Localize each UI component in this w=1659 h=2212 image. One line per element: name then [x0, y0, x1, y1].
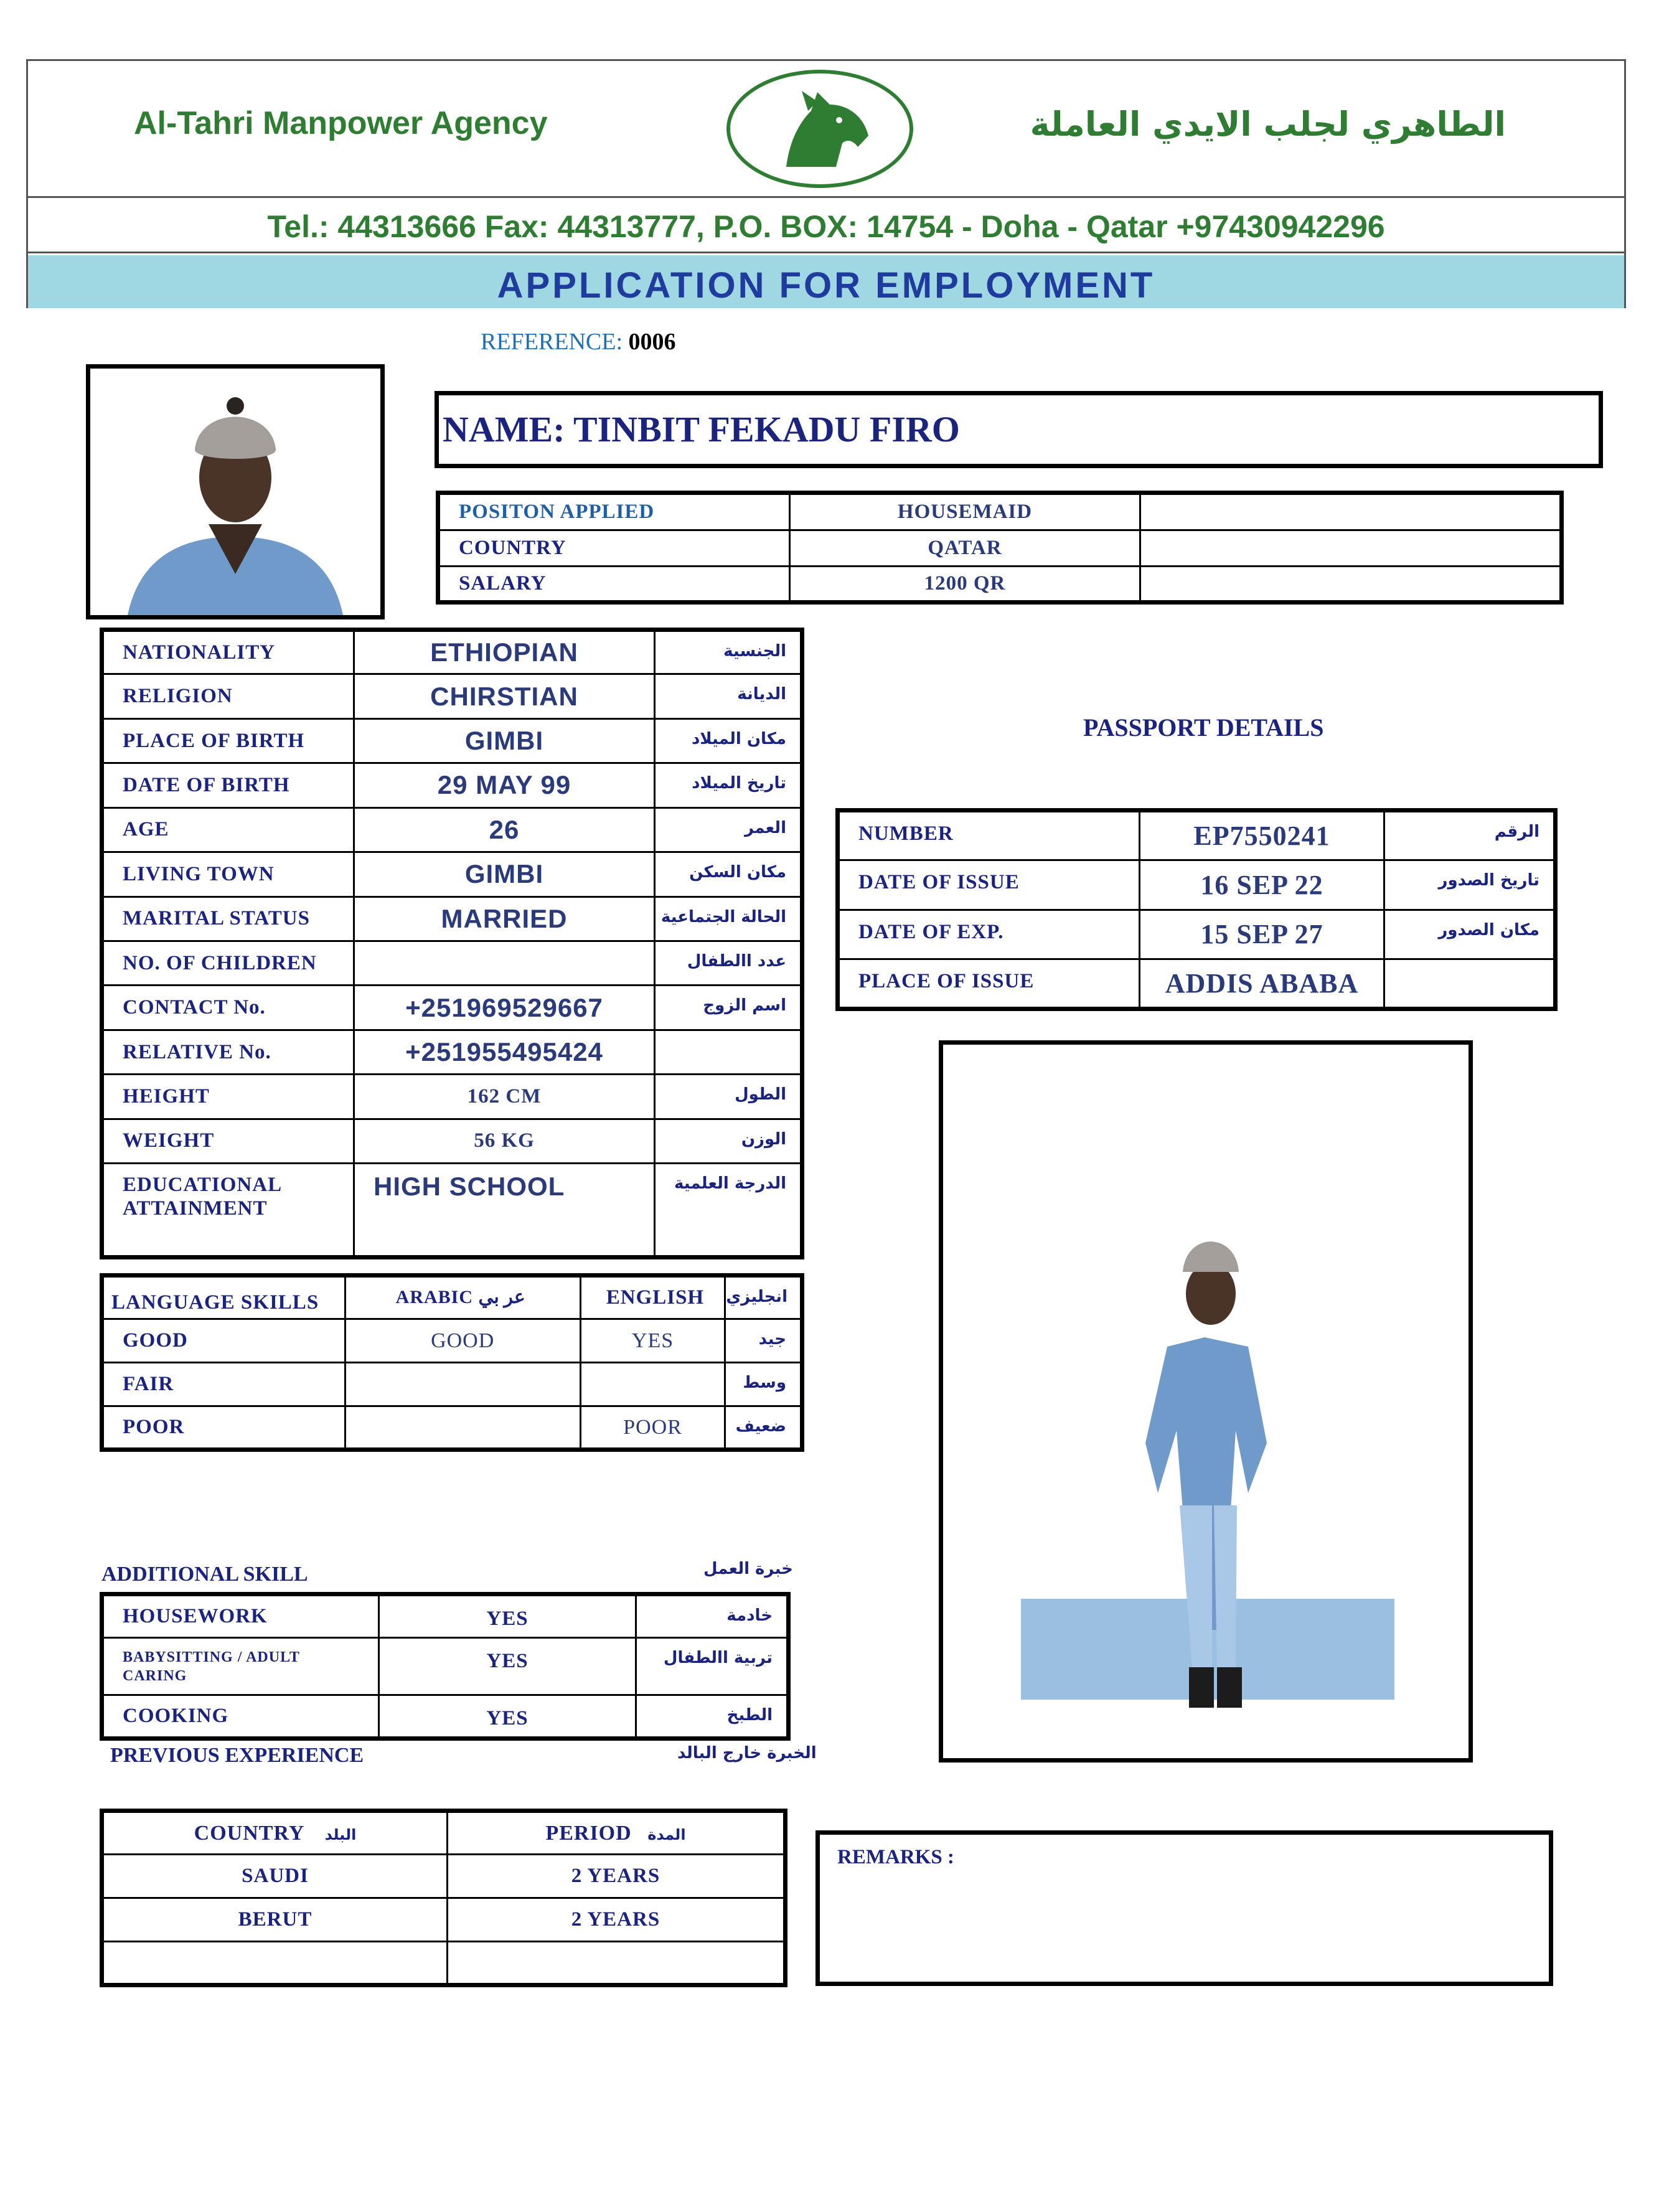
table-row: [102, 852, 802, 897]
portrait-photo: [86, 364, 385, 619]
reference-label: REFERENCE:: [481, 329, 623, 355]
experience-country: SAUDI: [102, 1855, 448, 1898]
position-table: [436, 491, 1564, 605]
field-value: +251969529667: [354, 986, 655, 1030]
table-row: [102, 1898, 786, 1942]
remarks-box: [815, 1830, 1553, 1986]
previous-experience-table: [100, 1809, 787, 1987]
table-row: [102, 763, 802, 807]
skill-label: COOKING: [102, 1695, 379, 1739]
table-row: [102, 807, 802, 852]
table-row: [102, 1811, 786, 1855]
field-label-ar: تاريخ الميلاد: [655, 763, 802, 807]
field-value: CHIRSTIAN: [354, 674, 655, 718]
additional-skill-table: [100, 1592, 791, 1741]
arabic-header: ARABIC عر بي: [345, 1276, 580, 1319]
additional-skill-title: ADDITIONAL SKILL: [101, 1563, 308, 1586]
english-level: [580, 1363, 725, 1406]
field-value: 26: [354, 807, 655, 852]
field-value: 162 CM: [354, 1075, 655, 1119]
table-row: [102, 1164, 802, 1258]
field-value: ETHIOPIAN: [354, 630, 655, 674]
period-header-label: PERIOD: [545, 1821, 632, 1845]
field-value: [354, 941, 655, 985]
passport-label-ar: مكان الصدور: [1384, 910, 1556, 959]
position-extra: [1140, 493, 1562, 530]
field-value: 29 MAY 99: [354, 763, 655, 807]
arabic-level: GOOD: [345, 1319, 580, 1363]
passport-label: DATE OF ISSUE: [838, 860, 1140, 910]
experience-period: [448, 1942, 786, 1985]
horse-head-logo-icon: [726, 70, 913, 188]
additional-skill-title-ar: خبرة العمل: [703, 1560, 793, 1578]
field-value: MARRIED: [354, 897, 655, 941]
country-header-label: COUNTRY: [194, 1821, 304, 1845]
country-value: QATAR: [790, 530, 1140, 567]
skill-value: YES: [379, 1695, 636, 1739]
experience-country: [102, 1942, 448, 1985]
period-header-ar: المدة: [647, 1825, 686, 1843]
field-label: WEIGHT: [102, 1119, 354, 1163]
country-header-ar: البلد: [324, 1825, 357, 1843]
table-row: [102, 941, 802, 985]
letterhead-top: [28, 61, 1624, 198]
position-value: HOUSEMAID: [790, 493, 1140, 530]
remarks-label: REMARKS :: [837, 1846, 954, 1868]
language-level-ar: جيد: [725, 1319, 802, 1363]
table-row: [102, 1855, 786, 1898]
reference-value: 0006: [628, 329, 676, 355]
contact-line: Tel.: 44313666 Fax: 44313777, P.O. BOX: 14754 - Doha - Qatar +97430942296: [28, 200, 1624, 253]
field-label: LIVING TOWN: [102, 852, 354, 897]
english-level: YES: [580, 1319, 725, 1363]
personal-details-table: [100, 628, 804, 1259]
salary-value: 1200 QR: [790, 567, 1140, 603]
language-level: GOOD: [102, 1319, 345, 1363]
header-cut: [26, 308, 1626, 319]
table-row: [838, 959, 1556, 1009]
field-label: MARITAL STATUS: [102, 897, 354, 941]
skill-label-ar: تربية االطفال: [636, 1638, 789, 1695]
skill-label-ar: الطبخ: [636, 1695, 789, 1739]
applicant-name: NAME: TINBIT FEKADU FIRO: [435, 391, 1603, 468]
table-row: [838, 811, 1556, 860]
salary-extra: [1140, 567, 1562, 603]
application-title: APPLICATION FOR EMPLOYMENT: [28, 255, 1624, 316]
table-row: [102, 1119, 802, 1163]
table-row: [102, 1406, 802, 1450]
table-row: [102, 1594, 789, 1638]
table-row: [102, 630, 802, 674]
table-row: [102, 1638, 789, 1695]
passport-label: NUMBER: [838, 811, 1140, 860]
language-level-ar: وسط: [725, 1363, 802, 1406]
letterhead: [26, 59, 1626, 316]
language-level-ar: ضعيف: [725, 1406, 802, 1450]
experience-period: 2 YEARS: [448, 1898, 786, 1942]
language-skills-table: [100, 1273, 804, 1452]
skill-value: YES: [379, 1594, 636, 1638]
experience-country: BERUT: [102, 1898, 448, 1942]
agency-name-ar: الطاهري لجلب الايدي العاملة: [1030, 105, 1506, 144]
field-value: +251955495424: [354, 1030, 655, 1074]
skill-label: HOUSEWORK: [102, 1594, 379, 1638]
field-label-ar: اسم الزوج: [655, 986, 802, 1030]
field-value: GIMBI: [354, 852, 655, 897]
field-label: EDUCATIONAL ATTAINMENT: [102, 1164, 354, 1258]
table-row: [102, 718, 802, 763]
field-label: NO. OF CHILDREN: [102, 941, 354, 985]
field-label-ar: [655, 1030, 802, 1074]
passport-value: ADDIS ABABA: [1140, 959, 1384, 1009]
arabic-level: [345, 1406, 580, 1450]
field-label-ar: الطول: [655, 1075, 802, 1119]
field-value: HIGH SCHOOL: [354, 1164, 655, 1258]
field-label-ar: مكان الميلاد: [655, 718, 802, 763]
passport-title: PASSPORT DETAILS: [1083, 713, 1324, 741]
table-row: [438, 493, 1562, 530]
field-label: HEIGHT: [102, 1075, 354, 1119]
table-row: [102, 674, 802, 718]
english-header: ENGLISH: [580, 1276, 725, 1319]
period-column-header: [448, 1811, 786, 1855]
field-label-ar: العمر: [655, 807, 802, 852]
previous-experience-title-ar: الخبرة خارج البالد: [677, 1744, 817, 1763]
language-level: FAIR: [102, 1363, 345, 1406]
table-row: [102, 1276, 802, 1319]
experience-period: 2 YEARS: [448, 1855, 786, 1898]
table-row: [102, 1319, 802, 1363]
language-level: POOR: [102, 1406, 345, 1450]
table-row: [838, 860, 1556, 910]
skill-label-ar: خادمة: [636, 1594, 789, 1638]
passport-table: [835, 808, 1558, 1011]
country-label: COUNTRY: [438, 530, 790, 567]
field-label: DATE OF BIRTH: [102, 763, 354, 807]
english-header-ar: انجليزي: [725, 1276, 802, 1319]
table-row: [102, 1030, 802, 1074]
skill-value: YES: [379, 1638, 636, 1695]
field-label-ar: الجنسية: [655, 630, 802, 674]
country-extra: [1140, 530, 1562, 567]
table-row: [438, 530, 1562, 567]
field-label-ar: الدرجة العلمية: [655, 1164, 802, 1258]
reference: [481, 328, 676, 355]
field-value: 56 KG: [354, 1119, 655, 1163]
english-level: POOR: [580, 1406, 725, 1450]
field-label-ar: مكان السكن: [655, 852, 802, 897]
passport-value: 16 SEP 22: [1140, 860, 1384, 910]
country-column-header: [102, 1811, 448, 1855]
field-label: CONTACT No.: [102, 986, 354, 1030]
full-body-photo: [939, 1040, 1473, 1763]
field-label-ar: عدد االطفال: [655, 941, 802, 985]
passport-label-ar: [1384, 959, 1556, 1009]
table-row: [102, 1942, 786, 1985]
field-label-ar: الوزن: [655, 1119, 802, 1163]
previous-experience-title: PREVIOUS EXPERIENCE: [110, 1744, 364, 1767]
table-row: [438, 567, 1562, 603]
language-skills-label: LANGUAGE SKILLS: [102, 1276, 345, 1319]
passport-label-ar: تاريخ الصدور: [1384, 860, 1556, 910]
field-label: PLACE OF BIRTH: [102, 718, 354, 763]
passport-label: DATE OF EXP.: [838, 910, 1140, 959]
table-row: [102, 897, 802, 941]
arabic-level: [345, 1363, 580, 1406]
field-label: RELIGION: [102, 674, 354, 718]
field-value: GIMBI: [354, 718, 655, 763]
skill-label: BABYSITTING / ADULT CARING: [102, 1638, 379, 1695]
table-row: [102, 986, 802, 1030]
passport-label: PLACE OF ISSUE: [838, 959, 1140, 1009]
field-label: NATIONALITY: [102, 630, 354, 674]
field-label-ar: الديانة: [655, 674, 802, 718]
field-label-ar: الحالة الجتماعية: [655, 897, 802, 941]
table-row: [102, 1695, 789, 1739]
position-label: POSITON APPLIED: [438, 493, 790, 530]
salary-label: SALARY: [438, 567, 790, 603]
table-row: [102, 1363, 802, 1406]
field-label: AGE: [102, 807, 354, 852]
agency-name-en: Al-Tahri Manpower Agency: [134, 105, 548, 141]
passport-label-ar: الرقم: [1384, 811, 1556, 860]
field-label: RELATIVE No.: [102, 1030, 354, 1074]
passport-value: EP7550241: [1140, 811, 1384, 860]
passport-value: 15 SEP 27: [1140, 910, 1384, 959]
table-row: [102, 1075, 802, 1119]
table-row: [838, 910, 1556, 959]
